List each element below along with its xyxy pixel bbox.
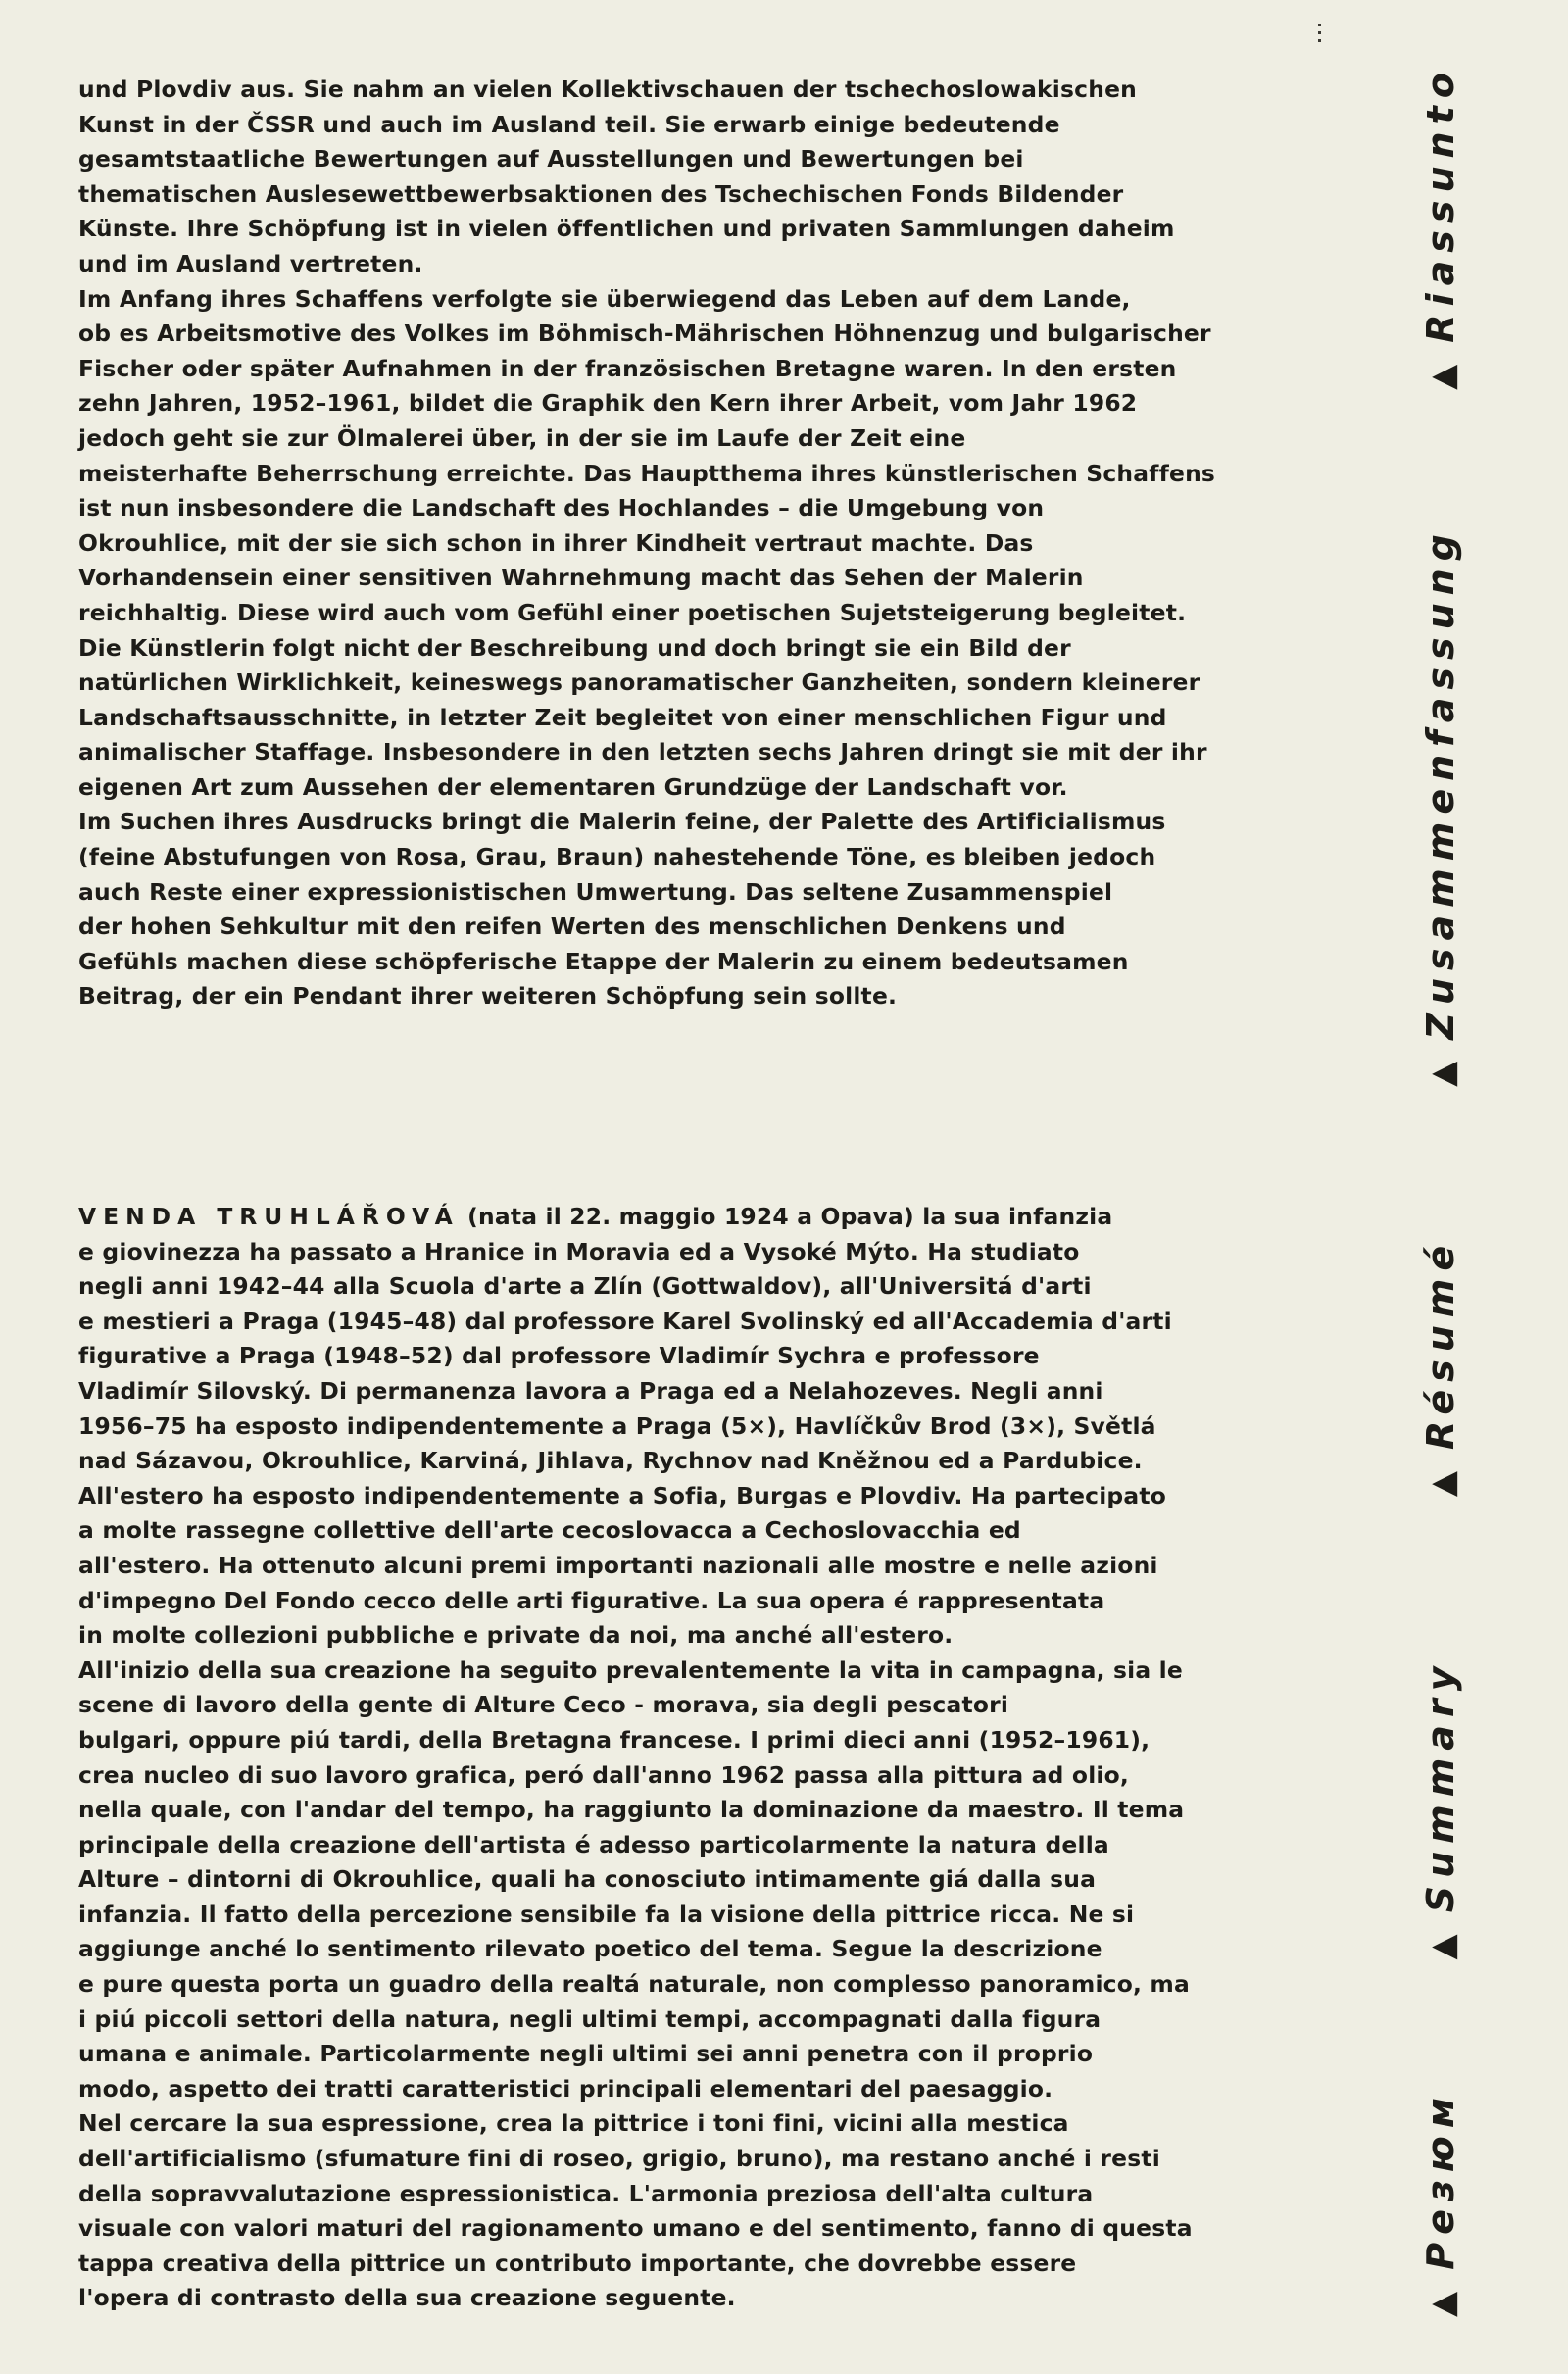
text-line: All'inizio della sua creazione ha seguito prevalentemente la vita in campagna, sia le [78,1656,1183,1684]
triangle-icon: ▲ [1423,364,1462,390]
text-line: e giovinezza ha passato a Hranice in Moravia ed a Vysoké Mýto. Ha studiato [78,1237,1080,1265]
text-line: figurative a Praga (1948–52) dal professore Vladimír Sychra e professore [78,1342,1040,1370]
triangle-icon: ▲ [1423,1471,1462,1498]
triangle-icon: ▲ [1423,1061,1462,1087]
text-line: della sopravvalutazione espressionistica. L'armonia preziosa dell'alta cultura [78,2179,1094,2207]
sidebar-label-text: Résumé [1419,1237,1462,1451]
text-line: e pure questa porta un guadro della realtá naturale, non complesso panoramico, ma [78,1970,1190,1999]
text-line: gesamtstaatliche Bewertungen auf Ausstellungen und Bewertungen bei [78,145,1024,173]
text-line: Kunst in der ČSSR und auch im Ausland teil. Sie erwarb einige bedeutende [78,110,1060,138]
sidebar-label-rezyum[interactable] [1419,2090,1462,2317]
text-line: der hohen Sehkultur mit den reifen Werten des menschlichen Denkens und [78,913,1066,941]
triangle-icon: ▲ [1423,1934,1462,1960]
text-line: bulgari, oppure piú tardi, della Bretagna francese. I primi dieci anni (1952–1961), [78,1725,1151,1754]
corner-dots [1318,24,1322,53]
text-line: animalischer Staffage. Insbesondere in den letzten sechs Jahren dringt sie mit der ihr [78,738,1207,767]
text-line: eigenen Art zum Aussehen der elementaren Grundzüge der Landschaft vor. [78,772,1068,801]
sidebar-label-text: Summary [1419,1658,1462,1913]
text-line: i piú piccoli settori della natura, negli ultimi tempi, accompagnati dalla figura [78,2004,1102,2033]
sidebar-label-summary[interactable] [1419,1659,1462,1960]
text-line: Vorhandensein einer sensitiven Wahrnehmung macht das Sehen der Malerin [78,564,1084,592]
text-line: ist nun insbesondere die Landschaft des Hochlandes – die Umgebung von [78,494,1045,522]
sidebar-label-zusammenfassung[interactable] [1419,526,1462,1087]
artist-name: VENDA TRUHLÁŘOVÁ [78,1203,460,1230]
text-line: ob es Arbeitsmotive des Volkes im Böhmisch-Mährischen Höhnenzug und bulgarischer [78,320,1211,348]
text-line: all'estero. Ha ottenuto alcuni premi importanti nazionali alle mostre e nelle azioni [78,1551,1158,1579]
italian-first-line-text: (nata il 22. maggio 1924 a Opava) la sua infanzia [459,1203,1113,1230]
text-line: modo, aspetto dei tratti caratteristici principali elementari del paesaggio. [78,2074,1054,2102]
text-line: Künste. Ihre Schöpfung ist in vielen öffentlichen und privaten Sammlungen daheim [78,215,1175,243]
text-line: Im Suchen ihres Ausdrucks bringt die Malerin feine, der Palette des Artificialismus [78,808,1166,836]
text-line: (feine Abstufungen von Rosa, Grau, Braun) nahestehende Töne, es bleiben jedoch [78,843,1156,871]
text-line: Landschaftsausschnitte, in letzter Zeit begleitet von einer menschlichen Figur und [78,703,1167,731]
text-line: natürlichen Wirklichkeit, keineswegs panoramatischer Ganzheiten, sondern kleinerer [78,668,1200,697]
sidebar-label-resume[interactable] [1419,1238,1462,1497]
text-line: Vladimír Silovský. Di permanenza lavora a Praga ed a Nelahozeves. Negli anni [78,1376,1103,1405]
text-line: Nel cercare la sua espressione, crea la pittrice i toni fini, vicini alla mestica [78,2109,1069,2138]
text-line: umana e animale. Particolarmente negli ultimi sei anni penetra con il proprio [78,2040,1094,2068]
text-line: negli anni 1942–44 alla Scuola d'arte a Zlín (Gottwaldov), all'Universitá d'arti [78,1272,1092,1301]
text-line: 1956–75 ha esposto indipendentemente a Praga (5×), Havlíčkův Brod (3×), Světlá [78,1411,1156,1440]
italian-first-line [78,1200,1235,1235]
text-line: principale della creazione dell'artista é adesso particolarmente la natura della [78,1830,1109,1858]
sidebar-label-text: Zusammenfassung [1419,526,1462,1040]
text-line: infanzia. Il fatto della percezione sensibile fa la visione della pittrice ricca. Ne si [78,1900,1135,1928]
text-line: scene di lavoro della gente di Alture Ceco - morava, sia degli pescatori [78,1691,1009,1719]
text-line: e mestieri a Praga (1945–48) dal professore Karel Svolinský ed all'Accademia d'arti [78,1307,1172,1335]
text-line: und Plovdiv aus. Sie nahm an vielen Kollektivschauen der tschechoslowakischen [78,75,1137,103]
text-line: Die Künstlerin folgt nicht der Beschreibung und doch bringt sie ein Bild der [78,633,1071,662]
text-line: jedoch geht sie zur Ölmalerei über, in der sie im Laufe der Zeit eine [78,423,966,452]
text-line: All'estero ha esposto indipendentemente a Sofia, Burgas e Plovdiv. Ha partecipato [78,1481,1166,1509]
text-line: zehn Jahren, 1952–1961, bildet die Graphik den Kern ihrer Arbeit, vom Jahr 1962 [78,389,1138,418]
text-line: Okrouhlice, mit der sie sich schon in ihrer Kindheit vertraut machte. Das [78,528,1034,557]
text-line: Beitrag, der ein Pendant ihrer weiteren Schöpfung sein sollte. [78,982,898,1011]
text-line: tappa creativa della pittrice un contributo importante, che dovrebbe essere [78,2249,1077,2277]
text-line: aggiunge anché lo sentimento rilevato poetico del tema. Segue la descrizione [78,1935,1102,1963]
text-line: dell'artificialismo (sfumature fini di roseo, grigio, bruno), ma restano anché i resti [78,2145,1160,2173]
triangle-icon: ▲ [1423,2291,1462,2317]
text-line: nella quale, con l'andar del tempo, ha raggiunto la dominazione da maestro. Il tema [78,1796,1185,1824]
text-line: a molte rassegne collettive dell'arte cecoslovacca a Cechoslovacchia ed [78,1516,1021,1545]
language-sidebar [1387,0,1494,2374]
german-summary-text [78,73,1235,1014]
text-line: d'impegno Del Fondo cecco delle arti figurative. La sua opera é rappresentata [78,1586,1105,1614]
text-line: Fischer oder später Aufnahmen in der französischen Bretagne waren. In den ersten [78,354,1177,382]
text-line: nad Sázavou, Okrouhlice, Karviná, Jihlava, Rychnov nad Kněžnou ed a Pardubice. [78,1447,1143,1475]
text-line: Gefühls machen diese schöpferische Etappe der Malerin zu einem bedeutsamen [78,947,1129,975]
text-line: auch Reste einer expressionistischen Umwertung. Das seltene Zusammenspiel [78,877,1113,906]
text-line: Alture – dintorni di Okrouhlice, quali ha conosciuto intimamente giá dalla sua [78,1865,1097,1894]
sidebar-label-riassunto[interactable] [1419,65,1462,390]
text-line: visuale con valori maturi del ragionamento umano e del sentimento, fanno di questa [78,2214,1193,2243]
text-line: thematischen Auslesewettbewerbsaktionen des Tschechischen Fonds Bildender [78,179,1124,208]
text-line: l'opera di contrasto della sua creazione seguente. [78,2284,736,2312]
text-line: crea nucleo di suo lavoro grafica, peró dall'anno 1962 passa alla pittura ad olio, [78,1760,1129,1789]
text-line: Im Anfang ihres Schaffens verfolgte sie überwiegend das Leben auf dem Lande, [78,284,1131,313]
italian-summary-text [78,1200,1235,2316]
sidebar-label-text: Резюм [1419,2090,1462,2270]
text-line: und im Ausland vertreten. [78,249,423,277]
text-line: meisterhafte Beherrschung erreichte. Das Hauptthema ihres künstlerischen Schaffens [78,459,1216,487]
text-line: in molte collezioni pubbliche e private da noi, ma anché all'estero. [78,1621,954,1650]
sidebar-label-text: Riassunto [1419,65,1462,343]
text-line: reichhaltig. Diese wird auch vom Gefühl einer poetischen Sujetsteigerung begleitet. [78,598,1187,626]
